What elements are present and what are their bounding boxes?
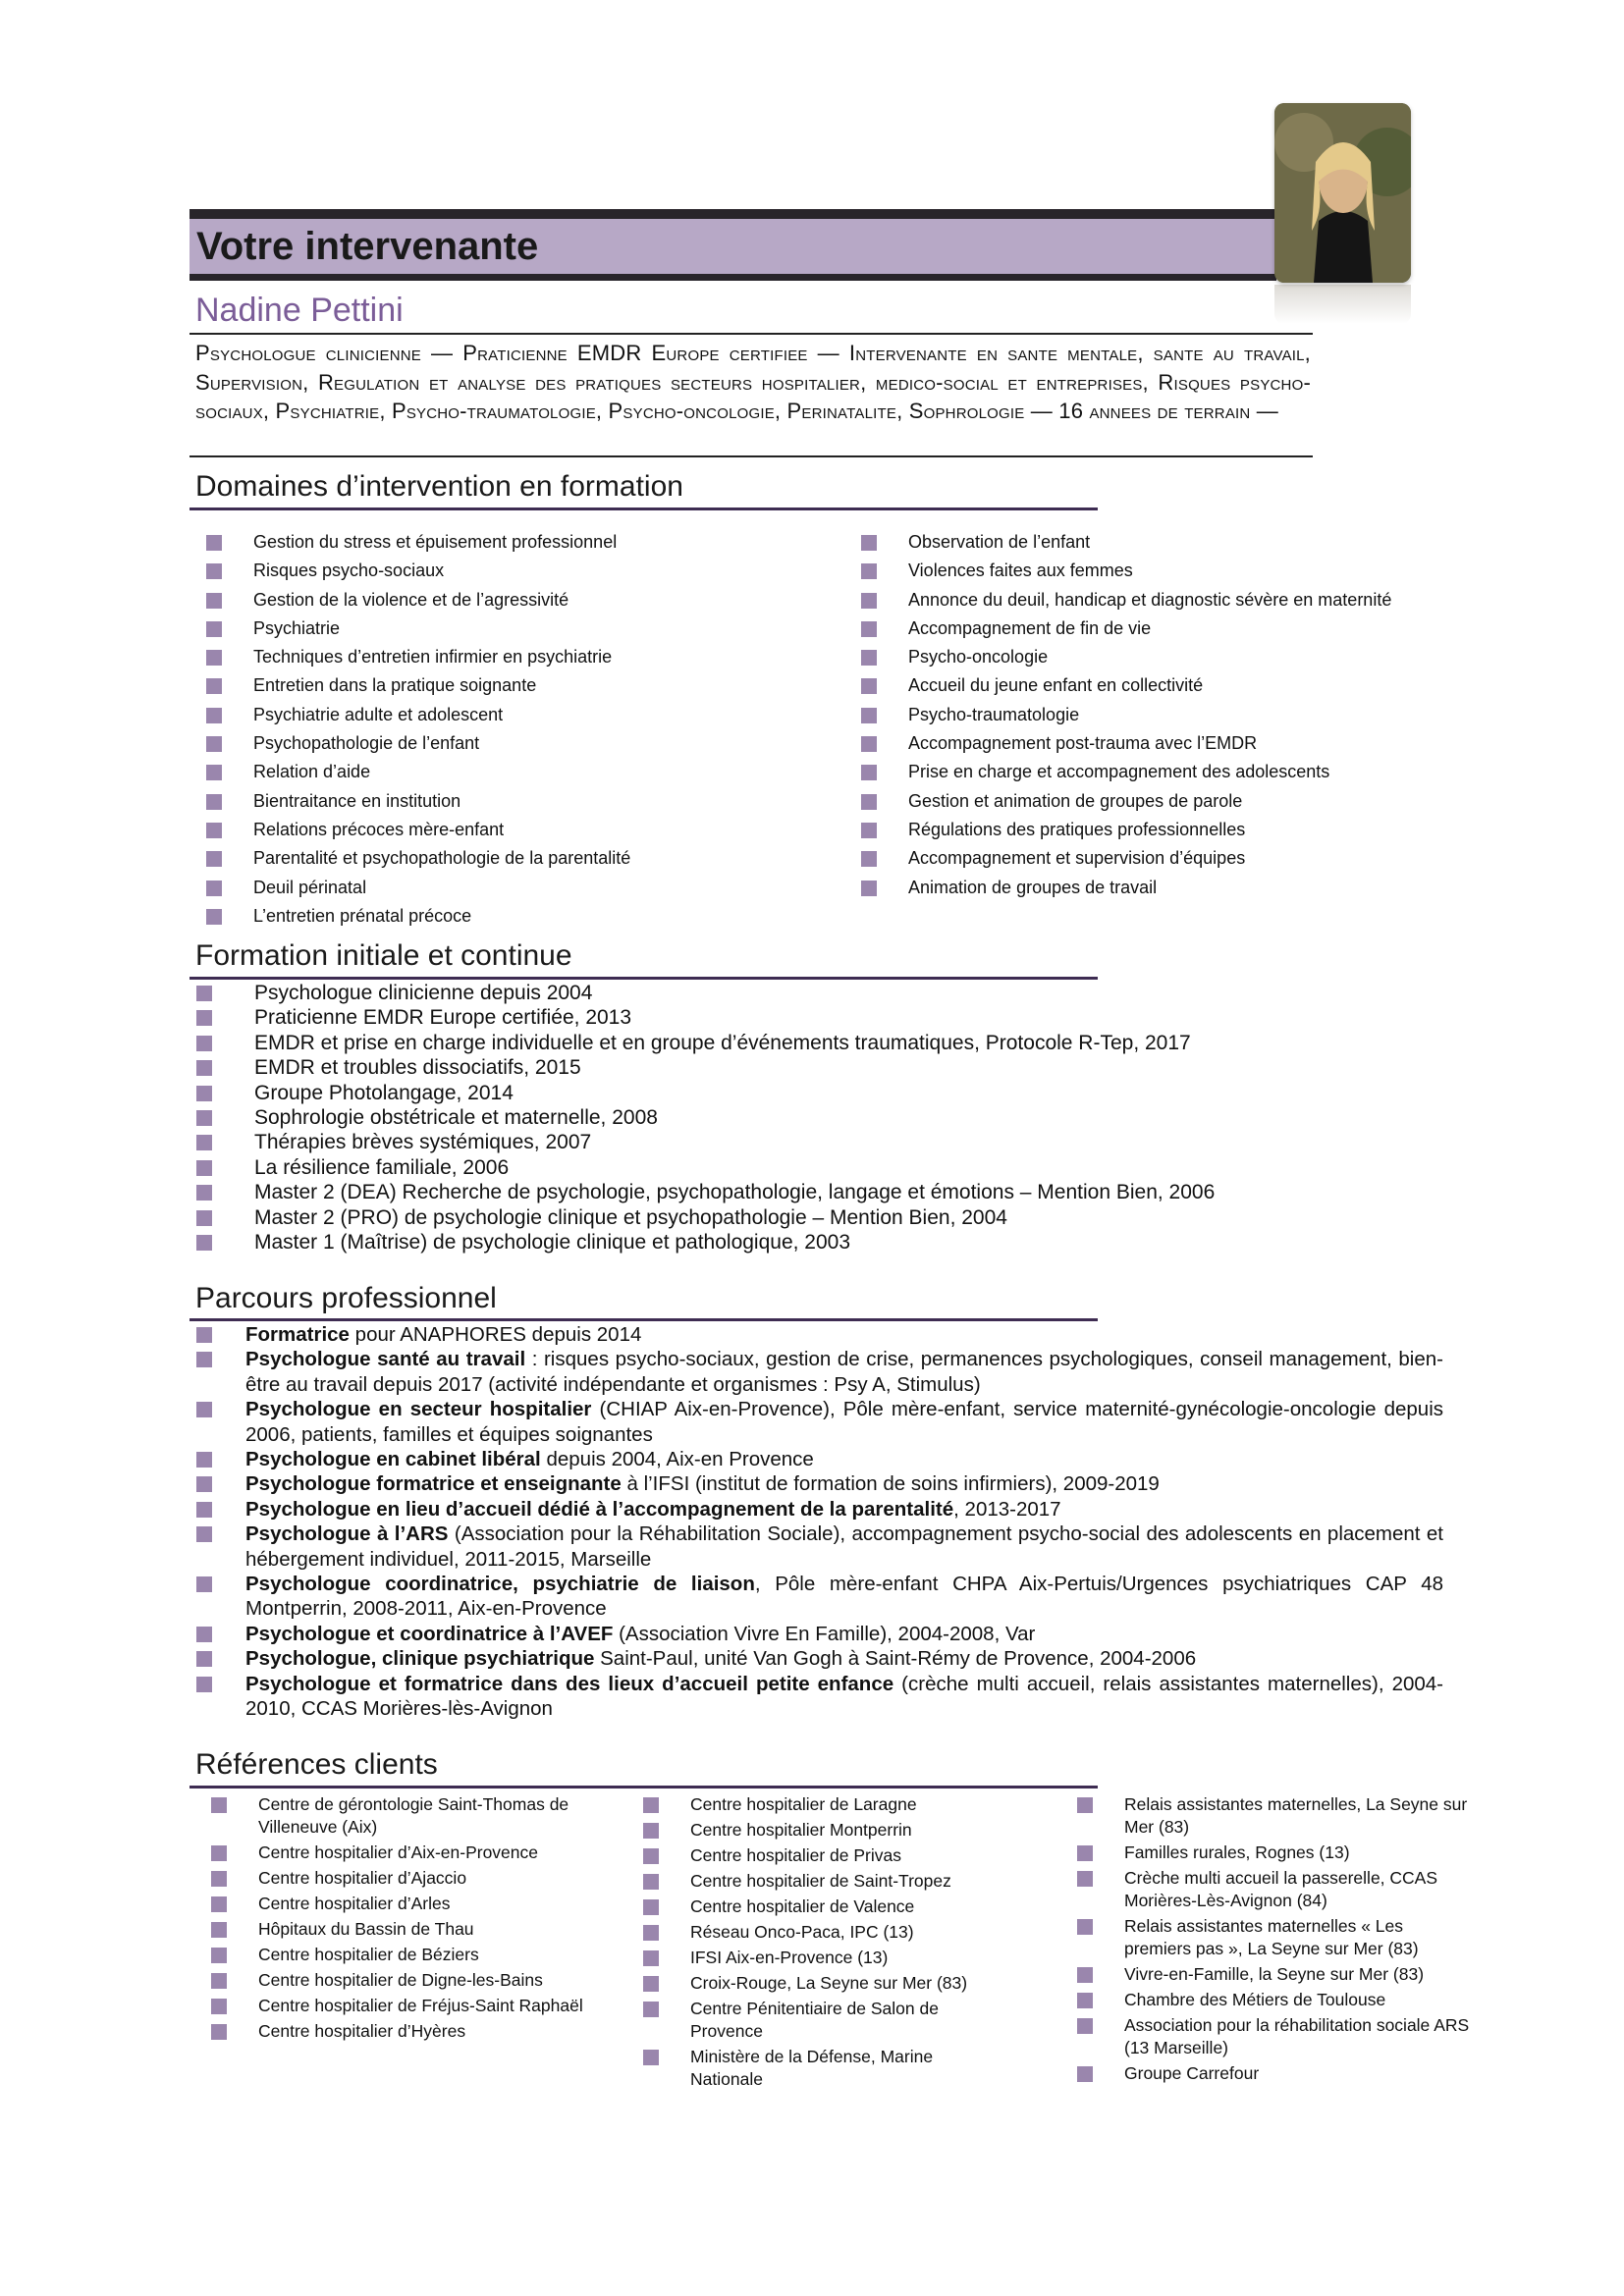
parcours-detail: (Association pour la Réhabilitation Sociale), accompagnement psycho-social des adolescents en placement et hébergement individuel, 2011-2015, Marseille (245, 1522, 1443, 1571)
reference-item-text: Centre hospitalier d’Aix-en-Provence (258, 1842, 538, 1862)
domain-item-text: Accueil du jeune enfant en collectivité (908, 675, 1204, 696)
domain-item (206, 874, 630, 902)
portrait-illustration (1274, 103, 1411, 283)
square-bullet-icon (861, 765, 877, 780)
formation-item (196, 1005, 1215, 1030)
square-bullet-icon (196, 1010, 212, 1026)
reference-item (643, 1870, 977, 1893)
square-bullet-icon (211, 1896, 227, 1912)
reference-item-text: IFSI Aix-en-Provence (13) (690, 1948, 889, 1967)
formation-item-text: Master 2 (DEA) Recherche de psychologie, psychopathologie, langage et émotions – Mention Bien, 2006 (254, 1181, 1216, 1204)
tagline: Psychologue clinicienne — Praticienne EMDR Europe certifiee — Intervenante en sante mentale, sante au travail, Supervision, Regulation et analyse des pratiques secteurs hospitalier, medico-social et entreprises, Risques psycho-sociaux, Psychiatrie, Psycho-traumatologie, Psycho-oncologie, Perinatalite, Sophrologie — 16 annees de terrain — (195, 341, 1311, 423)
square-bullet-icon (196, 1327, 212, 1343)
section-rule-formation (189, 977, 1098, 980)
reference-item (643, 1793, 977, 1816)
square-bullet-icon (196, 1502, 212, 1518)
formation-item-text: EMDR et prise en charge individuelle et en groupe d’événements traumatiques, Protocole R-Tep, 2017 (254, 1031, 1191, 1054)
square-bullet-icon (643, 1797, 659, 1813)
domain-item-text: Accompagnement post-trauma avec l’EMDR (908, 733, 1258, 754)
reference-item (211, 1918, 584, 1941)
reference-item-text: Centre hospitalier de Valence (690, 1896, 915, 1916)
domain-item (861, 758, 1391, 786)
reference-item-text: Centre Pénitentiaire de Salon de Provence (690, 1999, 939, 2041)
section-title-references: Références clients (195, 1748, 438, 1781)
name-rule (189, 333, 1313, 335)
square-bullet-icon (196, 1160, 212, 1176)
square-bullet-icon (211, 1973, 227, 1989)
reference-item-text: Association pour la réhabilitation sociale ARS (13 Marseille) (1124, 2015, 1470, 2057)
square-bullet-icon (196, 1576, 212, 1592)
square-bullet-icon (196, 1402, 212, 1417)
domain-item (861, 643, 1391, 671)
domain-item-text: Psycho-traumatologie (908, 704, 1080, 724)
parcours-detail: depuis 2004, Aix-en Provence (540, 1448, 814, 1471)
square-bullet-icon (643, 1823, 659, 1839)
parcours-item (196, 1471, 1443, 1496)
formation-item (196, 1205, 1215, 1230)
parcours-list (196, 1322, 1443, 1722)
domain-item (861, 816, 1391, 844)
formation-item-text: Psychologue clinicienne depuis 2004 (254, 982, 593, 1004)
square-bullet-icon (196, 986, 212, 1001)
domain-item-text: Psychiatrie (253, 617, 341, 638)
parcours-detail: (Association Vivre En Famille), 2004-2008, Var (613, 1622, 1036, 1645)
domain-item (206, 701, 630, 729)
formation-item (196, 1155, 1215, 1180)
square-bullet-icon (1077, 2066, 1093, 2082)
reference-item-text: Centre hospitalier de Digne-les-Bains (258, 1970, 543, 1990)
domain-item (206, 844, 630, 873)
square-bullet-icon (643, 2002, 659, 2017)
parcours-detail: (crèche multi accueil, relais assistantes maternelles), 2004-2010, CCAS Morières-lès-Avignon (245, 1672, 1443, 1721)
domain-item (206, 586, 630, 614)
title-top-rule (189, 209, 1276, 219)
reference-item-text: Chambre des Métiers de Toulouse (1124, 1990, 1386, 2009)
domain-item (861, 729, 1391, 758)
square-bullet-icon (861, 794, 877, 810)
reference-item-text: Centre hospitalier de Saint-Tropez (690, 1871, 951, 1891)
portrait-photo (1274, 103, 1411, 283)
reference-item-text: Ministère de la Défense, Marine Nationale (690, 2047, 934, 2089)
square-bullet-icon (211, 1922, 227, 1938)
parcours-role: Psychologue et formatrice dans des lieux d’accueil petite enfance (245, 1672, 894, 1695)
parcours-item (196, 1622, 1443, 1646)
parcours-role: Psychologue formatrice et enseignante (245, 1472, 622, 1496)
parcours-item (196, 1447, 1443, 1471)
parcours-item (196, 1497, 1443, 1522)
reference-item (211, 1893, 584, 1915)
square-bullet-icon (861, 593, 877, 609)
formation-item (196, 1105, 1215, 1130)
square-bullet-icon (206, 650, 222, 666)
reference-item-text: Groupe Carrefour (1124, 2063, 1260, 2083)
domain-item-text: Gestion et animation de groupes de parole (908, 790, 1243, 811)
square-bullet-icon (196, 1086, 212, 1101)
reference-item-text: Vivre-en-Famille, la Seyne sur Mer (83) (1124, 1964, 1425, 1984)
square-bullet-icon (196, 1627, 212, 1642)
section-rule-parcours (189, 1318, 1098, 1321)
reference-item-text: Relais assistantes maternelles « Les premiers pas », La Seyne sur Mer (83) (1124, 1916, 1419, 1958)
square-bullet-icon (861, 563, 877, 579)
domain-item-text: Violences faites aux femmes (908, 561, 1133, 581)
square-bullet-icon (1077, 1871, 1093, 1887)
parcours-detail: pour ANAPHORES depuis 2014 (349, 1323, 642, 1346)
reference-item-text: Centre hospitalier d’Ajaccio (258, 1868, 467, 1888)
square-bullet-icon (206, 823, 222, 838)
square-bullet-icon (196, 1210, 212, 1226)
formation-item (196, 981, 1215, 1005)
parcours-detail: à l’IFSI (institut de formation de soins infirmiers), 2009-2019 (621, 1472, 1160, 1496)
domains-list-left (206, 528, 630, 931)
parcours-role: Psychologue en secteur hospitalier (245, 1398, 592, 1421)
parcours-role: Psychologue en lieu d’accueil dédié à l’accompagnement de la parentalité (245, 1497, 954, 1521)
reference-item-text: Relais assistantes maternelles, La Seyne sur Mer (83) (1124, 1794, 1468, 1837)
square-bullet-icon (861, 621, 877, 637)
reference-item (1077, 1867, 1470, 1912)
square-bullet-icon (206, 678, 222, 694)
square-bullet-icon (211, 1948, 227, 1963)
reference-item (643, 1844, 977, 1867)
reference-item (1077, 1963, 1470, 1986)
domain-item-text: Psycho-oncologie (908, 647, 1049, 667)
domain-item-text: Gestion du stress et épuisement professionnel (253, 532, 618, 552)
square-bullet-icon (643, 1976, 659, 1992)
section-title-domains: Domaines d’intervention en formation (195, 470, 683, 503)
formation-item-text: Thérapies brèves systémiques, 2007 (254, 1131, 592, 1154)
parcours-item (196, 1347, 1443, 1397)
square-bullet-icon (861, 881, 877, 896)
reference-item (211, 1793, 584, 1839)
formation-list (196, 981, 1215, 1255)
formation-item (196, 1230, 1215, 1255)
square-bullet-icon (196, 1352, 212, 1367)
domain-item-text: Psychiatrie adulte et adolescent (253, 704, 504, 724)
parcours-item (196, 1397, 1443, 1447)
reference-item (643, 1972, 977, 1995)
domain-item-text: Techniques d’entretien infirmier en psychiatrie (253, 647, 613, 667)
domain-item (861, 671, 1391, 700)
square-bullet-icon (196, 1185, 212, 1201)
square-bullet-icon (206, 535, 222, 551)
square-bullet-icon (861, 535, 877, 551)
square-bullet-icon (196, 1110, 212, 1126)
parcours-role: Psychologue coordinatrice, psychiatrie de liaison (245, 1573, 755, 1596)
reference-item-text: Centre hospitalier de Béziers (258, 1945, 479, 1964)
square-bullet-icon (206, 909, 222, 925)
domain-item (206, 643, 630, 671)
formation-item-text: La résilience familiale, 2006 (254, 1155, 510, 1179)
reference-item (643, 1998, 977, 2043)
reference-item (643, 1819, 977, 1842)
domain-item-text: Deuil périnatal (253, 877, 367, 897)
person-name: Nadine Pettini (195, 292, 404, 329)
square-bullet-icon (643, 1848, 659, 1864)
title-bottom-rule (189, 274, 1276, 281)
domain-item (206, 902, 630, 931)
domain-item-text: Animation de groupes de travail (908, 877, 1158, 897)
parcours-item (196, 1646, 1443, 1671)
square-bullet-icon (196, 1036, 212, 1051)
reference-item (643, 1947, 977, 1969)
formation-item-text: Master 1 (Maîtrise) de psychologie clinique et pathologique, 2003 (254, 1230, 851, 1254)
domain-item (206, 758, 630, 786)
references-col-3 (1077, 1793, 1470, 2088)
domain-item (861, 844, 1391, 873)
reference-item (211, 1969, 584, 1992)
formation-item-text: Sophrologie obstétricale et maternelle, 2008 (254, 1105, 658, 1129)
reference-item-text: Croix-Rouge, La Seyne sur Mer (83) (690, 1973, 968, 1993)
square-bullet-icon (211, 1871, 227, 1887)
domain-item (206, 557, 630, 585)
reference-item-text: Crèche multi accueil la passerelle, CCAS Morières-Lès-Avignon (84) (1124, 1868, 1438, 1910)
section-rule-domains (189, 507, 1098, 510)
reference-item-text: Centre hospitalier d’Arles (258, 1894, 451, 1913)
square-bullet-icon (861, 851, 877, 867)
formation-item-text: Groupe Photolangage, 2014 (254, 1081, 514, 1104)
square-bullet-icon (643, 1899, 659, 1915)
parcours-detail: , 2013-2017 (953, 1497, 1061, 1521)
references-col-1 (211, 1793, 584, 2046)
formation-item (196, 1031, 1215, 1055)
section-title-parcours: Parcours professionnel (195, 1282, 497, 1314)
parcours-detail: Saint-Paul, unité Van Gogh à Saint-Rémy de Provence, 2004-2006 (594, 1647, 1197, 1671)
square-bullet-icon (196, 1677, 212, 1692)
square-bullet-icon (1077, 1967, 1093, 1983)
reference-item (1077, 2062, 1470, 2085)
square-bullet-icon (1077, 1993, 1093, 2008)
domain-item (206, 671, 630, 700)
domain-item (206, 614, 630, 643)
square-bullet-icon (1077, 1845, 1093, 1861)
parcours-item (196, 1672, 1443, 1722)
tagline-rule (189, 455, 1313, 457)
reference-item-text: Centre hospitalier Montperrin (690, 1820, 912, 1840)
parcours-detail: (CHIAP Aix-en-Provence), Pôle mère-enfant, service maternité-gynécologie-oncologie depuis 2006, patients, familles et équipes soignantes (245, 1398, 1444, 1446)
formation-item (196, 1180, 1215, 1204)
square-bullet-icon (861, 708, 877, 723)
formation-item (196, 1081, 1215, 1105)
reference-item (1077, 1989, 1470, 2011)
reference-item-text: Centre hospitalier d’Hyères (258, 2021, 466, 2041)
reference-item-text: Centre hospitalier de Fréjus-Saint Raphaël (258, 1996, 583, 2015)
square-bullet-icon (1077, 2018, 1093, 2034)
domain-item (861, 701, 1391, 729)
parcours-role: Psychologue santé au travail (245, 1348, 526, 1371)
reference-item-text: Hôpitaux du Bassin de Thau (258, 1919, 474, 1939)
portrait-reflection (1274, 285, 1411, 324)
square-bullet-icon (206, 765, 222, 780)
square-bullet-icon (206, 621, 222, 637)
domain-item-text: Observation de l’enfant (908, 532, 1091, 552)
domain-item (861, 528, 1391, 557)
reference-item (211, 1842, 584, 1864)
section-title-formation: Formation initiale et continue (195, 939, 572, 972)
parcours-role: Psychologue et coordinatrice à l’AVEF (245, 1622, 614, 1645)
square-bullet-icon (1077, 1797, 1093, 1813)
square-bullet-icon (206, 794, 222, 810)
domain-item-text: Relations précoces mère-enfant (253, 819, 505, 839)
square-bullet-icon (196, 1651, 212, 1667)
parcours-item (196, 1522, 1443, 1572)
formation-item-text: Praticienne EMDR Europe certifiée, 2013 (254, 1006, 632, 1030)
square-bullet-icon (861, 650, 877, 666)
square-bullet-icon (643, 1874, 659, 1890)
formation-item-text: EMDR et troubles dissociatifs, 2015 (254, 1056, 581, 1080)
reference-item (1077, 1793, 1470, 1839)
square-bullet-icon (643, 2050, 659, 2065)
domains-list-right (861, 528, 1391, 902)
reference-item (643, 1896, 977, 1918)
domain-item-text: L’entretien prénatal précoce (253, 905, 472, 926)
domain-item-text: Régulations des pratiques professionnelles (908, 819, 1246, 839)
reference-item-text: Centre hospitalier de Privas (690, 1845, 901, 1865)
domain-item-text: Prise en charge et accompagnement des adolescents (908, 762, 1330, 782)
domain-item-text: Risques psycho-sociaux (253, 561, 445, 581)
square-bullet-icon (206, 708, 222, 723)
square-bullet-icon (196, 1235, 212, 1251)
domain-item (206, 528, 630, 557)
square-bullet-icon (1077, 1919, 1093, 1935)
parcours-role: Psychologue, clinique psychiatrique (245, 1647, 595, 1671)
domain-item-text: Psychopathologie de l’enfant (253, 733, 480, 754)
square-bullet-icon (196, 1526, 212, 1542)
domain-item (206, 816, 630, 844)
square-bullet-icon (861, 678, 877, 694)
parcours-role: Psychologue en cabinet libéral (245, 1448, 541, 1471)
square-bullet-icon (211, 2024, 227, 2040)
domain-item-text: Annonce du deuil, handicap et diagnostic sévère en maternité (908, 589, 1392, 610)
square-bullet-icon (643, 1950, 659, 1966)
domain-item (861, 614, 1391, 643)
domain-item-text: Relation d’aide (253, 762, 371, 782)
reference-item-text: Réseau Onco-Paca, IPC (13) (690, 1922, 914, 1942)
square-bullet-icon (196, 1060, 212, 1076)
square-bullet-icon (206, 736, 222, 752)
square-bullet-icon (643, 1925, 659, 1941)
reference-item (211, 1995, 584, 2017)
parcours-detail: : risques psycho-sociaux, gestion de crise, permanences psychologiques, conseil management, bien-être au travail depuis 2017 (activité indépendante et organismes : Psy A, Stimulus) (245, 1348, 1443, 1396)
domain-item-text: Accompagnement de fin de vie (908, 617, 1152, 638)
domain-item-text: Gestion de la violence et de l’agressivité (253, 589, 569, 610)
domain-item (206, 787, 630, 816)
formation-item-text: Master 2 (PRO) de psychologie clinique et psychopathologie – Mention Bien, 2004 (254, 1205, 1007, 1229)
domain-item-text: Entretien dans la pratique soignante (253, 675, 537, 696)
domain-item-text: Accompagnement et supervision d’équipes (908, 848, 1246, 869)
formation-item (196, 1130, 1215, 1154)
reference-item (1077, 2014, 1470, 2059)
square-bullet-icon (206, 593, 222, 609)
reference-item (211, 2020, 584, 2043)
parcours-detail: , Pôle mère-enfant CHPA Aix-Pertuis/Urgences psychiatriques CAP 48 Montperrin, 2008-2011, Aix-en-Provence (245, 1573, 1444, 1621)
section-rule-references (189, 1786, 1098, 1789)
square-bullet-icon (861, 736, 877, 752)
page-title: Votre intervenante (196, 225, 539, 268)
parcours-role: Psychologue à l’ARS (245, 1522, 449, 1546)
square-bullet-icon (211, 1797, 227, 1813)
domain-item (861, 557, 1391, 585)
domain-item-text: Parentalité et psychopathologie de la parentalité (253, 848, 631, 869)
domain-item-text: Bientraitance en institution (253, 790, 461, 811)
domain-item (861, 787, 1391, 816)
reference-item (211, 1944, 584, 1966)
reference-item-text: Familles rurales, Rognes (13) (1124, 1842, 1350, 1862)
square-bullet-icon (196, 1135, 212, 1150)
reference-item (1077, 1915, 1470, 1960)
reference-item-text: Centre hospitalier de Laragne (690, 1794, 917, 1814)
square-bullet-icon (211, 1999, 227, 2014)
square-bullet-icon (861, 823, 877, 838)
domain-item (861, 874, 1391, 902)
square-bullet-icon (211, 1845, 227, 1861)
square-bullet-icon (206, 851, 222, 867)
square-bullet-icon (196, 1476, 212, 1492)
reference-item (211, 1867, 584, 1890)
reference-item (643, 1921, 977, 1944)
domain-item (861, 586, 1391, 614)
parcours-item (196, 1322, 1443, 1347)
references-col-2 (643, 1793, 977, 2094)
parcours-role: Formatrice (245, 1323, 350, 1346)
parcours-item (196, 1572, 1443, 1622)
reference-item-text: Centre de gérontologie Saint-Thomas de Villeneuve (Aix) (258, 1794, 569, 1837)
square-bullet-icon (206, 563, 222, 579)
reference-item (1077, 1842, 1470, 1864)
formation-item (196, 1055, 1215, 1080)
square-bullet-icon (206, 881, 222, 896)
square-bullet-icon (196, 1452, 212, 1468)
reference-item (643, 2046, 977, 2091)
domain-item (206, 729, 630, 758)
